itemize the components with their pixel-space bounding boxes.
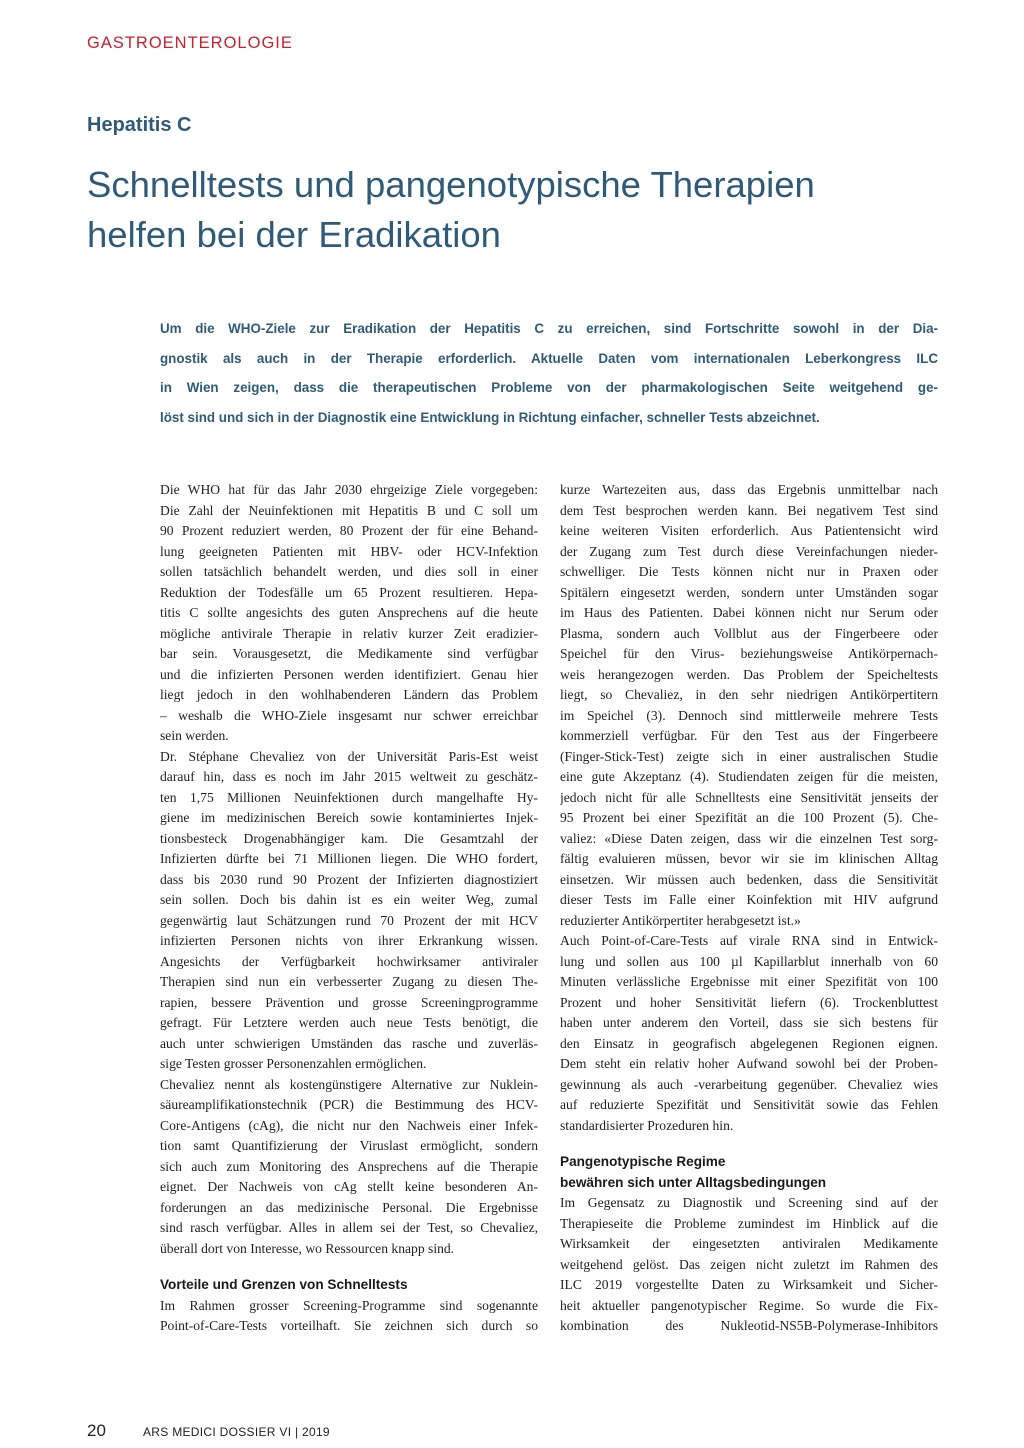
lead-line: löst sind und sich in der Diagnostik eine Entwicklung in Richtung einfacher, schneller Tests abzeichnet. — [160, 409, 820, 425]
text-line: Chevaliez nennt als kostengünstigere Alternative zur Nuklein- — [160, 1076, 538, 1092]
article-title-line: Schnelltests und pangenotypische Therapien — [87, 164, 815, 205]
text-line: Reduktion der Todesfälle um 65 Prozent resultieren. Hepa- — [160, 584, 538, 600]
text-line: weitgehend gelöst. Das zeigen nicht zuletzt im Rahmen des — [560, 1256, 938, 1272]
text-line: Angesichts der Verfügbarkeit hochwirksamer antiviraler — [160, 953, 538, 969]
paragraph — [560, 931, 938, 1136]
text-line: auf reduzierte Spezifität und Sensitivität sowie das Fehlen — [560, 1097, 938, 1112]
lead-line: in Wien zeigen, dass die therapeutischen Probleme von der pharmakologischen Seite weitgehend ge- — [160, 380, 938, 395]
text-line: – weshalb die WHO-Ziele insgesamt nur schwer erreichbar — [160, 707, 538, 723]
text-line: sollen tatsächlich behandelt werden, und dies soll in einer — [160, 564, 538, 579]
text-line: forderungen an das medizinische Personal. Die Ergebnisse — [160, 1199, 538, 1215]
article-title-line: helfen bei der Eradikation — [87, 214, 501, 255]
subheading: bewähren sich unter Alltagsbedingungen — [560, 1174, 827, 1190]
lead-line: Um die WHO-Ziele zur Eradikation der Hepatitis C zu erreichen, sind Fortschritte sowohl in der Dia- — [160, 321, 938, 336]
text-line: eignet. Der Nachweis von cAg stellt keine besonderen An- — [160, 1179, 538, 1194]
article-title — [87, 160, 967, 260]
text-line: überall dort von Interesse, wo Ressourcen knapp sind. — [160, 1240, 455, 1256]
text-line: heit aktueller pangenotypischer Regime. So wurde die Fix- — [560, 1297, 938, 1313]
right-column — [560, 480, 938, 1337]
text-line: schwelliger. Die Tests können nicht nur in Praxen oder — [560, 564, 938, 579]
section-gap — [160, 1259, 538, 1275]
text-line: sein sollen. Doch bis dahin ist es ein weiter Weg, zumal — [160, 892, 538, 907]
text-line: 95 Prozent bei einer Spezifität an die 100 Prozent (5). Che- — [560, 810, 938, 825]
text-line: auch unter schwierigen Umständen das rasche und zuverläs- — [160, 1035, 538, 1051]
text-line: haben unter anderem den Vorteil, dass sie sich bestens für — [560, 1015, 938, 1030]
paragraph — [160, 1075, 538, 1260]
text-line: der Zugang zum Test durch diese Vereinfachungen nieder- — [560, 543, 938, 559]
text-line: sich auch zum Monitoring des Ansprechens auf die Therapie — [160, 1158, 538, 1174]
text-line: Therapien sind nun ein verbesserter Zugang zu diesen The- — [160, 974, 538, 989]
paragraph — [560, 1193, 938, 1337]
subheading: Pangenotypische Regime — [560, 1154, 726, 1169]
text-line: keine weiteren Visiten erforderlich. Aus Patientensicht wird — [560, 523, 938, 538]
text-line: tion samt Quantifizierung der Viruslast ermöglicht, sondern — [160, 1138, 538, 1153]
text-line: lung und sollen aus 100 µl Kapillarblut innerhalb von 60 — [560, 953, 938, 969]
text-line: Spitälern eingesetzt werden, sondern unter Umständen sogar — [560, 584, 938, 600]
text-line: liegt jedoch in den wohlhabenderen Ländern das Problem — [160, 687, 538, 702]
text-line: reduzierter Antikörpertiter herabgesetzt ist.» — [560, 912, 801, 928]
text-line: weis herangezogen werden. Das Problem der Speicheltests — [560, 666, 938, 682]
text-line: valiez: «Diese Daten zeigen, dass wir die einzelnen Test sorg- — [560, 830, 938, 846]
paragraph — [160, 480, 538, 747]
paragraph — [160, 747, 538, 1075]
text-line: im Haus des Patienten. Dabei können nicht nur Serum oder — [560, 605, 938, 620]
text-line: giene im medizinischen Bereich sowie kontaminiertes Injek- — [160, 810, 538, 825]
text-line: Core-Antigens (cAg), die nicht nur den Nachweis einer Infek- — [160, 1117, 538, 1133]
text-line: Plasma, sondern auch Vollblut aus der Fingerbeere oder — [560, 625, 938, 641]
page-number: 20 — [87, 1421, 106, 1440]
text-line: darauf hin, dass es noch im Jahr 2015 weltweit zu geschätz- — [160, 769, 538, 784]
text-line: tionsbesteck Drogenabhängiger kam. Die Gesamtzahl der — [160, 830, 538, 846]
text-line: gefragt. Für Letztere werden auch neue Tests benötigt, die — [160, 1015, 538, 1030]
article-kicker: Hepatitis C — [87, 114, 192, 136]
text-line: kommerziell verfügbar. Für den Test aus der Fingerbeere — [560, 728, 938, 743]
text-line: dem Test besprochen werden kann. Bei negativem Test sind — [560, 502, 938, 518]
paragraph — [160, 1296, 538, 1337]
text-line: Therapieseite die Probleme zumindest im Hinblick auf die — [560, 1215, 938, 1231]
text-line: Prozent und hoher Sensitivität liefern (6). Trockenbluttest — [560, 994, 938, 1010]
text-line: im Speichel (3). Dennoch sind mittlerweile mehrere Tests — [560, 707, 938, 723]
text-line: titis C sollte angesichts des guten Ansprechens auf die heute — [160, 605, 538, 620]
text-line: bar sein. Vorausgesetzt, die Medikamente sind verfügbar — [160, 646, 538, 661]
text-line: Im Gegensatz zu Diagnostik und Screening sind auf der — [560, 1195, 938, 1210]
text-line: Dr. Stéphane Chevaliez von der Universität Paris-Est weist — [160, 748, 538, 764]
text-line: fältig evaluieren müssen, bevor wir sie im klinischen Alltag — [560, 851, 938, 866]
text-line: und die infizierten Personen werden identifiziert. Genau hier — [160, 666, 538, 682]
text-line: gegenwärtig laut Schätzungen rund 70 Prozent der mit HCV — [160, 912, 538, 928]
text-line: dieser Tests im Falle einer Koinfektion mit HIV aufgrund — [560, 892, 938, 907]
text-line: den Einsatz in geografisch abgelegenen Regionen eignen. — [560, 1035, 938, 1051]
text-line: Minuten verlässliche Ergebnisse mit einer Spezifität von 100 — [560, 974, 938, 989]
text-line: kombination des Nukleotid-NS5B-Polymerase-Inhibitors — [560, 1318, 938, 1333]
text-line: mögliche antivirale Therapie in relativ kurzer Zeit eradizier- — [160, 625, 538, 641]
text-line: kurze Wartezeiten aus, dass das Ergebnis unmittelbar nach — [560, 482, 938, 497]
text-line: Speichel für den Virus- beziehungsweise Antikörpernach- — [560, 646, 938, 661]
section-gap — [560, 1136, 938, 1152]
text-line: Wirksamkeit der eingesetzten antiviralen Medikamente — [560, 1236, 938, 1251]
lead-line: gnostik als auch in der Therapie erforderlich. Aktuelle Daten vom internationalen Leberkongress ILC — [160, 350, 938, 366]
subheading: Vorteile und Grenzen von Schnelltests — [160, 1277, 408, 1292]
text-line: eine gute Akzeptanz (4). Studiendaten zeigen für die meisten, — [560, 769, 938, 784]
paragraph — [560, 480, 938, 931]
article-lead — [160, 314, 938, 432]
text-line: sige Testen grosser Personenzahlen ermöglichen. — [160, 1056, 427, 1071]
text-line: gewinnung als auch -verarbeitung gegenüber. Chevaliez wies — [560, 1076, 938, 1092]
text-line: (Finger-Stick-Test) zeigte sich in einer australischen Studie — [560, 748, 938, 764]
text-line: Die WHO hat für das Jahr 2030 ehrgeizige Ziele vorgegeben: — [160, 482, 538, 497]
text-line: rapien, bessere Prävention und grosse Screeningprogramme — [160, 994, 538, 1010]
text-line: Infizierten dürfte bei 71 Millionen liegen. Die WHO fordert, — [160, 851, 538, 866]
text-line: Point-of-Care-Tests vorteilhaft. Sie zeichnen sich durch so — [160, 1318, 538, 1333]
text-line: jedoch nicht für alle Schnelltests eine Sensitivität jenseits der — [560, 789, 938, 805]
left-column — [160, 480, 538, 1337]
text-line: standardisierter Prozeduren hin. — [560, 1117, 734, 1133]
text-line: dass bis 2030 rund 90 Prozent der Infizierten diagnostiziert — [160, 871, 538, 887]
text-line: Auch Point-of-Care-Tests auf virale RNA sind in Entwick- — [560, 933, 938, 948]
text-line: sind rasch verfügbar. Alles in allem sei der Test, so Chevaliez, — [160, 1220, 538, 1235]
text-line: ten 1,75 Millionen Neuinfektionen durch mangelhafte Hy- — [160, 789, 538, 805]
publication-footer: ARS MEDICI DOSSIER VI | 2019 — [143, 1425, 330, 1439]
text-line: lung geeigneten Patienten mit HBV- oder HCV-Infektion — [160, 543, 538, 559]
text-line: 90 Prozent reduziert werden, 80 Prozent der für eine Behand- — [160, 523, 538, 538]
text-line: einsetzen. Wir müssen auch bedenken, dass die Sensitivität — [560, 871, 938, 887]
text-line: Dem steht ein relativ hoher Aufwand sowohl bei der Proben- — [560, 1056, 938, 1071]
text-line: Die Zahl der Neuinfektionen mit Hepatitis B und C soll um — [160, 502, 538, 518]
text-line: liegt, so Chevaliez, in den sehr niedrigen Antikörpertitern — [560, 687, 938, 702]
text-line: Im Rahmen grosser Screening-Programme sind sogenannte — [160, 1297, 538, 1313]
text-line: säureamplifikationstechnik (PCR) die Bestimmung des HCV- — [160, 1097, 538, 1112]
text-line: sein werden. — [160, 728, 229, 743]
text-line: ILC 2019 vorgestellte Daten zu Wirksamkeit und Sicher- — [560, 1277, 938, 1292]
section-label: GASTROENTEROLOGIE — [87, 34, 293, 52]
text-line: infizierten Personen nichts von ihrer Erkrankung wissen. — [160, 933, 538, 948]
